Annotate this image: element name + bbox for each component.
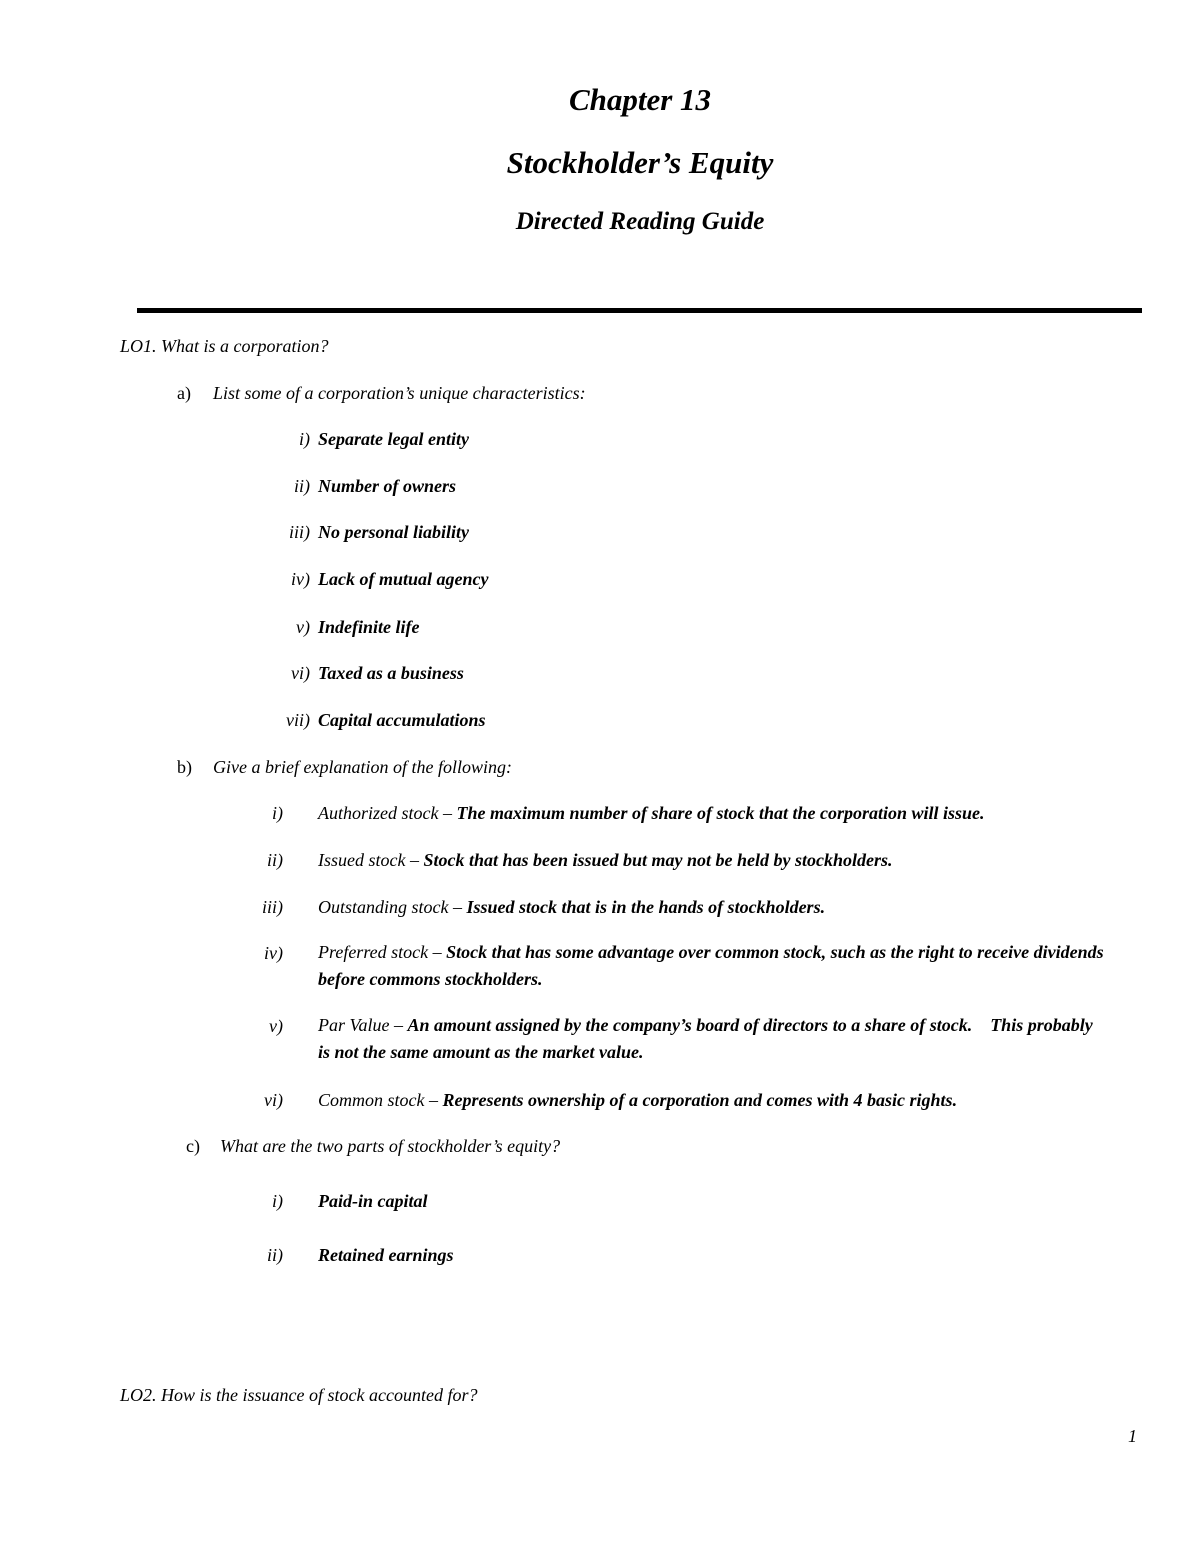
- definition-term: Par Value –: [318, 1015, 408, 1035]
- definition-answer: An amount assigned by the company’s board of directors to a share of stock. This probably is not the same amount as the market value.: [318, 1015, 1098, 1062]
- list-item: Separate legal entity: [318, 429, 469, 449]
- definition-answer: Represents ownership of a corporation and comes with 4 basic rights.: [442, 1090, 958, 1110]
- definition-term: Authorized stock –: [318, 803, 457, 823]
- section-a-prompt: List some of a corporation’s unique characteristics:: [213, 383, 586, 403]
- header-divider: [137, 308, 1142, 313]
- definition-answer: Stock that has been issued but may not be held by stockholders.: [423, 850, 893, 870]
- list-item: Number of owners: [318, 476, 457, 496]
- list-item-number: i): [272, 1191, 283, 1211]
- definition-item: [318, 939, 1108, 993]
- list-item-number: ii): [267, 850, 283, 870]
- list-item: Paid-in capital: [318, 1191, 428, 1211]
- list-item-number: ii): [267, 1245, 283, 1265]
- lo2-question: LO2. How is the issuance of stock accounted for?: [120, 1385, 478, 1405]
- definition-answer: The maximum number of share of stock that the corporation will issue.: [456, 803, 985, 823]
- list-item: Taxed as a business: [318, 663, 464, 683]
- page-title: Stockholder’s Equity: [506, 145, 774, 180]
- list-item-number: vii): [286, 710, 310, 730]
- list-item: No personal liability: [318, 522, 470, 542]
- list-item-number: v): [296, 617, 310, 637]
- list-item: Capital accumulations: [318, 710, 486, 730]
- definition-item: [318, 897, 825, 918]
- list-item: Lack of mutual agency: [318, 569, 489, 589]
- list-item-number: iv): [291, 569, 310, 589]
- list-item-number: i): [299, 429, 310, 449]
- definition-item: [318, 1012, 1108, 1066]
- section-a-label: a): [177, 383, 191, 403]
- definition-term: Issued stock –: [318, 850, 424, 870]
- section-b-label: b): [177, 757, 192, 777]
- definition-answer: Stock that has some advantage over common stock, such as the right to receive dividends before commons stockholders.: [318, 942, 1104, 989]
- definition-item: [318, 850, 893, 871]
- list-item-number: iv): [264, 943, 283, 963]
- list-item-number: ii): [294, 476, 310, 496]
- list-item-number: vi): [291, 663, 310, 683]
- list-item-number: i): [272, 803, 283, 823]
- definition-item: [318, 1090, 957, 1111]
- definition-term: Outstanding stock –: [318, 897, 467, 917]
- page-number: 1: [1128, 1426, 1137, 1446]
- list-item-number: iii): [289, 522, 310, 542]
- list-item-number: vi): [264, 1090, 283, 1110]
- page-subtitle: Directed Reading Guide: [515, 208, 765, 235]
- definition-term: Preferred stock –: [318, 942, 447, 962]
- section-c-label: c): [186, 1136, 200, 1156]
- list-item: Retained earnings: [318, 1245, 454, 1265]
- list-item-number: v): [269, 1016, 283, 1036]
- definition-term: Common stock –: [318, 1090, 443, 1110]
- section-b-prompt: Give a brief explanation of the following:: [213, 757, 512, 777]
- section-c-prompt: What are the two parts of stockholder’s equity?: [220, 1136, 561, 1156]
- definition-item: [318, 803, 985, 824]
- list-item-number: iii): [262, 897, 283, 917]
- chapter-heading: Chapter 13: [568, 82, 712, 117]
- list-item: Indefinite life: [318, 617, 420, 637]
- lo1-question: LO1. What is a corporation?: [120, 336, 329, 356]
- definition-answer: Issued stock that is in the hands of stockholders.: [466, 897, 826, 917]
